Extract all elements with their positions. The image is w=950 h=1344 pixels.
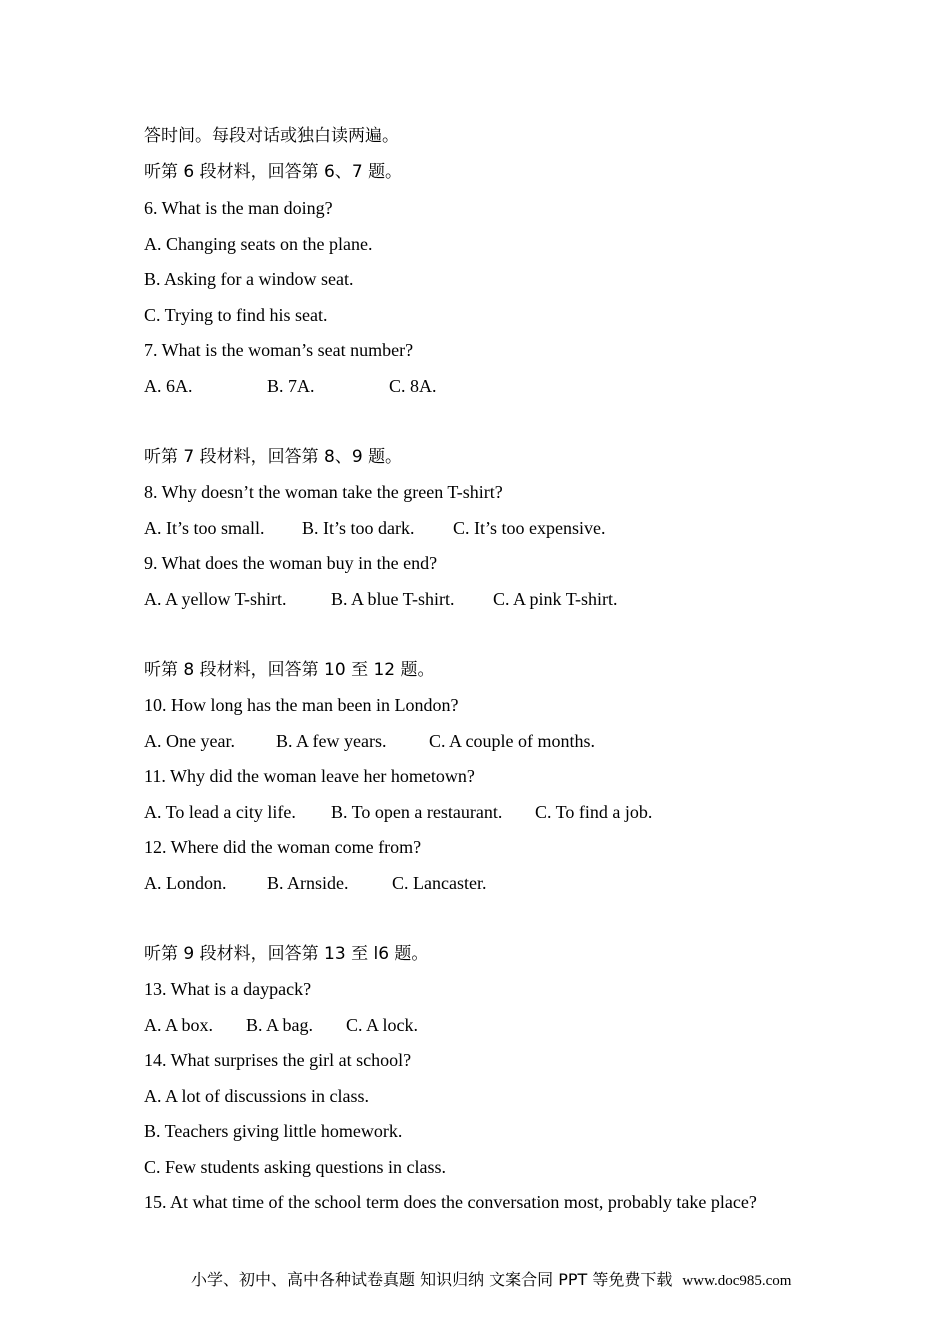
answer-option: B. A few years. (276, 731, 387, 751)
answer-option: C. To find a job. (535, 802, 653, 822)
answer-option: C. Trying to find his seat. (144, 305, 328, 325)
answer-option: B. It’s too dark. (302, 518, 415, 538)
question-text: 12. Where did the woman come from? (144, 837, 422, 857)
answer-option: A. 6A. (144, 376, 193, 396)
question-text: 11. Why did the woman leave her hometown? (144, 766, 475, 786)
question-text: 13. What is a daypack? (144, 979, 312, 999)
answer-option: A. A lot of discussions in class. (144, 1086, 370, 1106)
answer-option: C. A couple of months. (429, 731, 595, 751)
answer-option: C. Few students asking questions in class. (144, 1157, 446, 1177)
question-text: 10. How long has the man been in London? (144, 695, 459, 715)
answer-option: B. Asking for a window seat. (144, 269, 354, 289)
answer-option: C. Lancaster. (392, 873, 487, 893)
answer-option: A. One year. (144, 731, 235, 751)
answer-option: C. 8A. (389, 376, 437, 396)
answer-option: B. Arnside. (267, 873, 349, 893)
answer-option: A. To lead a city life. (144, 802, 296, 822)
answer-option: C. A pink T-shirt. (493, 589, 618, 609)
answer-option: B. Teachers giving little homework. (144, 1121, 403, 1141)
question-text: 14. What surprises the girl at school? (144, 1050, 412, 1070)
answer-option: A. Changing seats on the plane. (144, 234, 373, 254)
answer-option: A. A yellow T-shirt. (144, 589, 287, 609)
answer-option: B. 7A. (267, 376, 315, 396)
section-heading: 听第 9 段材料，回答第 13 至 l6 题。 (144, 944, 429, 964)
answer-option: A. London. (144, 873, 227, 893)
question-text: 7. What is the woman’s seat number? (144, 340, 414, 360)
answer-option: A. A box. (144, 1015, 214, 1035)
question-text: 15. At what time of the school term does the conversation most, probably take place? (144, 1192, 757, 1212)
answer-option: C. A lock. (346, 1015, 419, 1035)
question-text: 6. What is the man doing? (144, 198, 333, 218)
section-heading: 听第 6 段材料，回答第 6、7 题。 (144, 162, 403, 182)
section-heading: 听第 7 段材料，回答第 8、9 题。 (144, 447, 403, 467)
page-footer (175, 1244, 791, 1317)
answer-option: B. A bag. (246, 1015, 314, 1035)
question-text: 9. What does the woman buy in the end? (144, 553, 438, 573)
footer-link[interactable]: www.doc985.com (682, 1273, 792, 1289)
instructions-text: 答时间。每段对话或独白读两遍。 (144, 126, 399, 146)
answer-option: B. A blue T-shirt. (331, 589, 455, 609)
answer-option: C. It’s too expensive. (453, 518, 606, 538)
answer-option: B. To open a restaurant. (331, 802, 503, 822)
footer-text: 小学、初中、高中各种试卷真题 知识归纳 文案合同 PPT 等免费下载 (191, 1270, 673, 1289)
section-heading: 听第 8 段材料，回答第 10 至 12 题。 (144, 660, 435, 680)
question-text: 8. Why doesn’t the woman take the green T-shirt? (144, 482, 503, 502)
answer-option: A. It’s too small. (144, 518, 265, 538)
